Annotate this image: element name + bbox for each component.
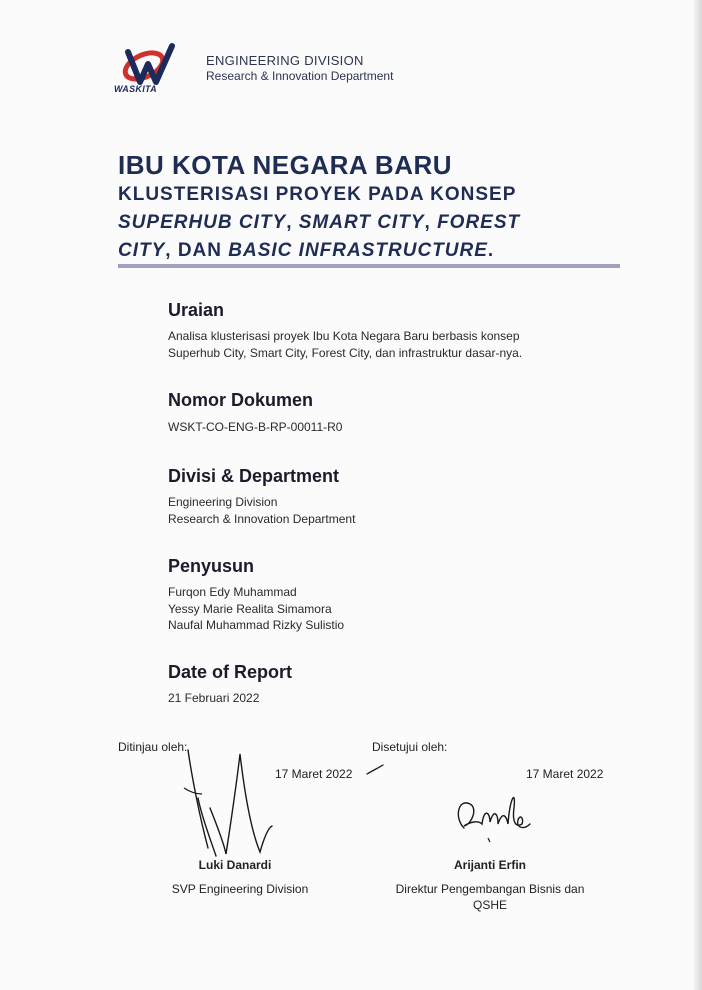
penyusun-name-2: Yessy Marie Realita Simamora — [168, 602, 332, 616]
approver-role-line2: QSHE — [472, 898, 507, 912]
subtitle-smart: SMART CITY — [298, 212, 425, 233]
subtitle-superhub: SUPERHUB CITY — [118, 212, 287, 233]
penyusun-heading: Penyusun — [168, 556, 255, 576]
subtitle-dan: , DAN — [165, 240, 229, 261]
nomor-dokumen-value: WSKT-CO-ENG-B-RP-00011-R0 — [168, 420, 343, 434]
penyusun-name-1: Furqon Edy Muhammad — [168, 585, 297, 599]
reviewer-signature — [180, 748, 290, 860]
date-of-report-heading: Date of Report — [168, 662, 293, 682]
division-name: ENGINEERING DIVISION — [206, 53, 364, 68]
document-subtitle-line2 — [118, 212, 520, 234]
approver-name: Arijanti Erfin — [453, 858, 526, 872]
department-name: Research & Innovation Department — [206, 69, 394, 83]
reviewed-date: 17 Maret 2022 — [275, 767, 353, 781]
subtitle-sep1: , — [286, 212, 299, 233]
logo-text: WASKITA — [114, 84, 157, 94]
approver-signature — [450, 778, 540, 848]
approval-tick-mark — [366, 764, 384, 776]
title-divider — [118, 264, 620, 268]
document-title: IBU KOTA NEGARA BARU — [118, 150, 453, 180]
uraian-text-line2: Superhub City, Smart City, Forest City, dan infrastruktur dasar-nya. — [168, 346, 523, 360]
divisi-line2: Research & Innovation Department — [168, 512, 356, 526]
subtitle-city: CITY — [118, 240, 166, 261]
subtitle-forest: FOREST — [437, 212, 521, 233]
uraian-heading: Uraian — [168, 300, 225, 320]
divisi-heading: Divisi & Department — [168, 466, 340, 486]
uraian-text-line1: Analisa klusterisasi proyek Ibu Kota Negara Baru berbasis konsep — [168, 329, 520, 343]
document-subtitle-line1: KLUSTERISASI PROYEK PADA KONSEP — [118, 184, 517, 205]
document-subtitle-line3 — [118, 240, 494, 262]
approved-by-label: Disetujui oleh: — [372, 740, 448, 754]
reviewed-by-label: Ditinjau oleh: — [118, 740, 188, 754]
subtitle-sep2: , — [424, 212, 438, 233]
subtitle-period: . — [487, 240, 495, 261]
penyusun-name-3: Naufal Muhammad Rizky Sulistio — [168, 618, 345, 632]
approved-date: 17 Maret 2022 — [526, 767, 604, 781]
nomor-dokumen-heading: Nomor Dokumen — [168, 390, 314, 410]
divisi-line1: Engineering Division — [168, 495, 278, 509]
reviewer-name: Luki Danardi — [198, 858, 272, 872]
approver-role-line1: Direktur Pengembangan Bisnis dan — [395, 882, 585, 896]
reviewer-role: SVP Engineering Division — [171, 882, 309, 896]
subtitle-basic: BASIC INFRASTRUCTURE — [228, 240, 488, 261]
date-of-report-value: 21 Februari 2022 — [168, 691, 260, 705]
